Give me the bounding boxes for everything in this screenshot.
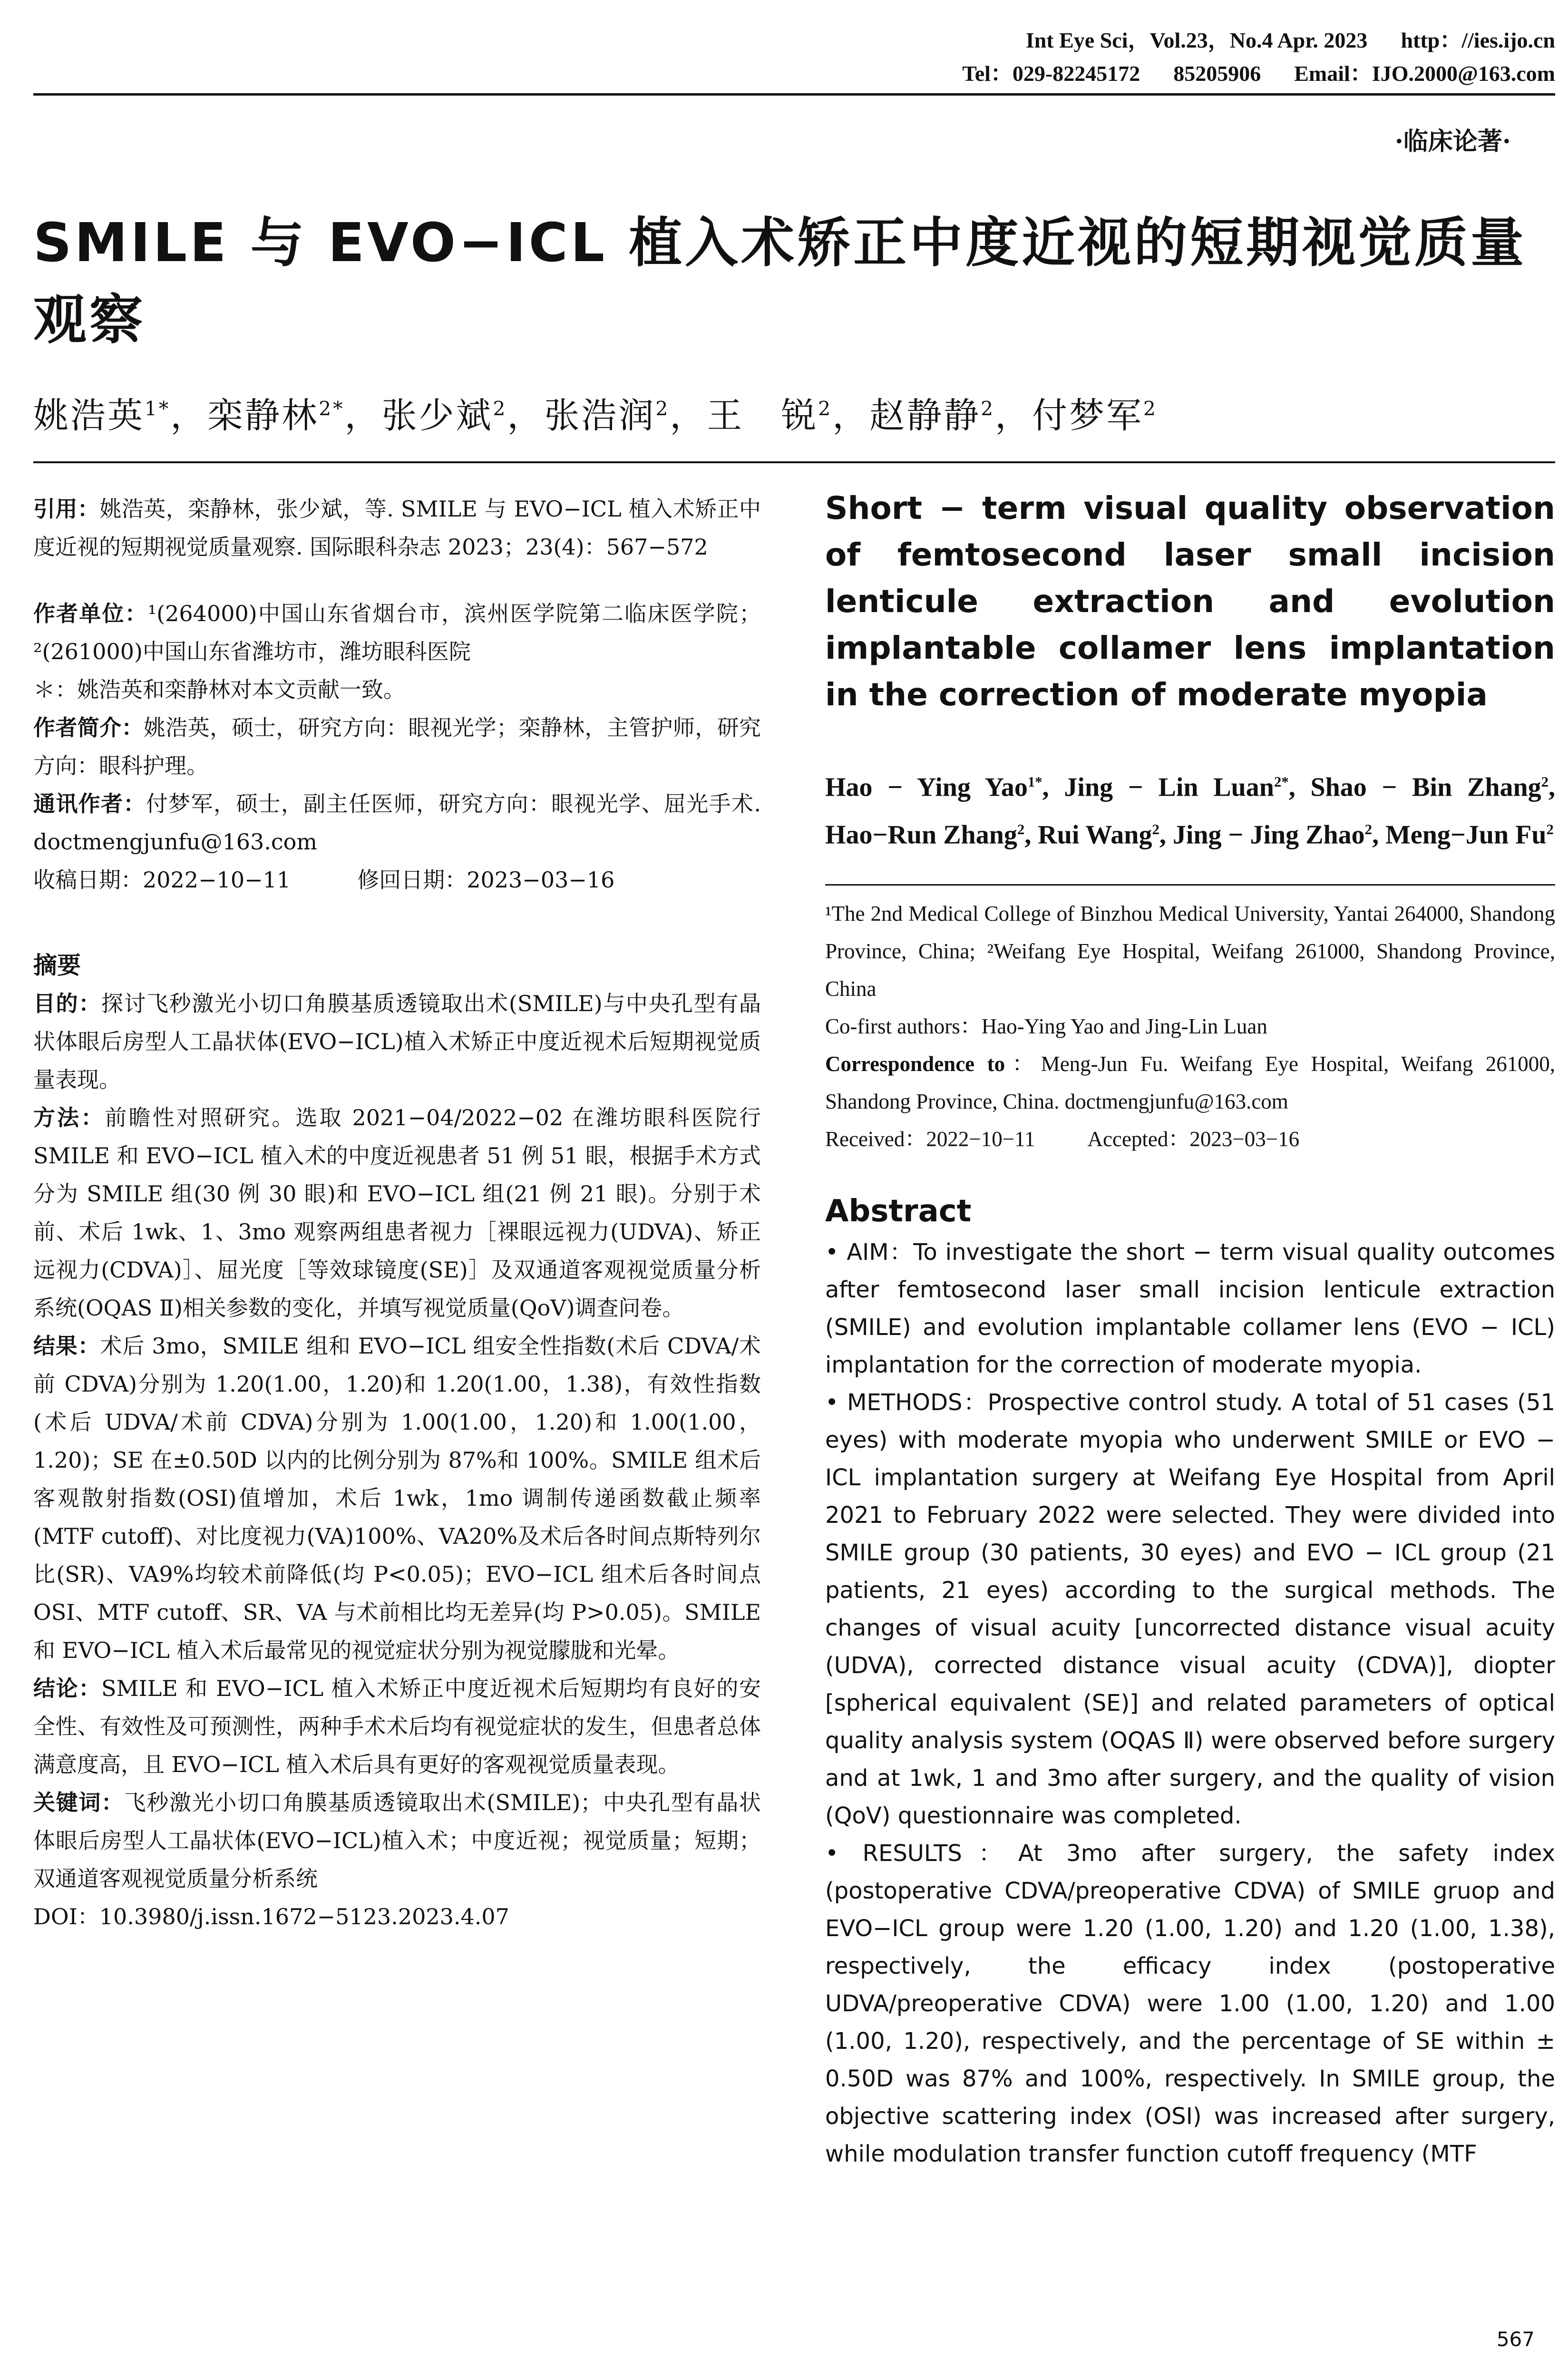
corr-text: 付梦军，硕士，副主任医师，研究方向：眼视光学、屈光手术. doctmengjunfu@163.com bbox=[33, 791, 761, 855]
corr-text-en: ：Meng-Jun Fu. Weifang Eye Hospital, Weifang 261000, Shandong Province, China. doctmengjunfu@163.com bbox=[825, 1052, 1555, 1114]
author-affiliation-mark: 1* bbox=[1027, 774, 1042, 790]
affiliation-en: ¹The 2nd Medical College of Binzhou Medical University, Yantai 264000, Shandong Province, China; ²Weifang Eye Hospital, Weifang 261000, Shandong Province, China bbox=[825, 902, 1555, 1001]
methods-en: • METHODS：Prospective control study. A total of 51 cases (51 eyes) with moderate myopia who underwent SMILE or EVO − ICL implantation surgery at Weifang Eye Hospital from April 2021 to February 2022 were selected. They were divided into SMILE group (30 patients, 30 eyes) and EVO − ICL group (21 patients, 21 eyes) according to the surgical methods. The changes of visual acuity [uncorrected distance visual acuity (UDVA), corrected distance visual acuity (CDVA)], diopter [spherical equivalent (SE)] and related parameters of optical quality analysis system (OQAS Ⅱ) were observed before surgery and at 1wk, 1 and 3mo after surgery, and the quality of vision (QoV) questionnaire was completed. bbox=[825, 1389, 1555, 1830]
bio-label: 作者简介： bbox=[33, 715, 144, 740]
received-date-en: Received：2022−10−11 bbox=[825, 1127, 1035, 1151]
author-affiliation-mark: 2 bbox=[1152, 821, 1159, 838]
author-name: 姚浩英 bbox=[33, 395, 145, 436]
dates-en bbox=[825, 1120, 1555, 1158]
author-affiliation-mark: 2* bbox=[1274, 774, 1289, 790]
abstract-body-en bbox=[825, 1234, 1555, 2173]
affiliation-text: ¹(264000)中国山东省烟台市，滨州医学院第二临床医学院；²(261000)中国山东省潍坊市，潍坊眼科医院 bbox=[33, 601, 761, 664]
author-affiliation-mark: 2 bbox=[1364, 821, 1373, 838]
author-affiliation-mark: 2 bbox=[1541, 774, 1549, 790]
article-title-cn: SMILE 与 EVO−ICL 植入术矫正中度近视的短期视觉质量观察 bbox=[33, 212, 1527, 351]
methods-text-cn: 前瞻性对照研究。选取 2021−04/2022−02 在潍坊眼科医院行 SMILE 和 EVO−ICL 植入术的中度近视患者 51 例 51 眼，根据手术方式分为 SMILE 组(30 例 30 眼)和 EVO−ICL 组(21 例 21 眼)。分别于术前、术后 1wk、1、3mo 观察两组患者视力［裸眼远视力(UDVA)、矫正远视力(CDVA)］、屈光度［等效球镜度(SE)］及双通道客观视觉质量分析系统(OQAS Ⅱ)相关参数的变化，并填写视觉质量(QoV)调查问卷。 bbox=[33, 1105, 761, 1321]
affiliation-block bbox=[33, 594, 761, 671]
abstract-heading-en: Abstract bbox=[825, 1194, 972, 1229]
journal-header-line2 bbox=[33, 56, 1555, 88]
bio-text: 姚浩英，硕士，研究方向：眼视光学；栾静林，主管护师，研究方向：眼科护理。 bbox=[33, 715, 761, 779]
author-name: Jing − Jing Zhao bbox=[1172, 820, 1365, 850]
author-name: Jing − Lin Luan bbox=[1064, 772, 1274, 802]
keywords-text-cn: 飞秒激光小切口角膜基质透镜取出术(SMILE)；中央孔型有晶状体眼后房型人工晶状体(EVO−ICL)植入术；中度近视；视觉质量；短期；双通道客观视觉质量分析系统 bbox=[33, 1790, 761, 1891]
journal-email[interactable]: Email：IJO.2000@163.com bbox=[1294, 61, 1555, 86]
author-name: 王 锐 bbox=[707, 395, 818, 436]
author-name: Shao − Bin Zhang bbox=[1310, 772, 1541, 802]
corr-label-en: Correspondence to bbox=[825, 1052, 1005, 1076]
author-affiliation-mark: 2 bbox=[493, 397, 507, 420]
authors-en: Hao − Ying Yao$^{1*}$, Jing − Lin Luan$^{2*}$, Shao − Bin Zhang$^2$, Hao−Run Zhang$^2$, Rui Wang$^2$, Jing − Jing Zhao$^2$, Meng−Jun Fu$^2$ bbox=[825, 772, 1556, 850]
affiliation-en-block bbox=[825, 895, 1555, 1158]
conclusion-label-cn: 结论： bbox=[33, 1676, 101, 1701]
author-name: 栾静林 bbox=[207, 395, 319, 436]
revised-date-cn: 修回日期：2023−03−16 bbox=[357, 867, 615, 893]
aim-label-cn: 目的： bbox=[33, 991, 101, 1016]
author-affiliation-mark: 2 bbox=[981, 397, 995, 420]
author-name: Hao−Run Zhang bbox=[825, 820, 1017, 850]
results-en: • RESULTS：At 3mo after surgery, the safety index (postoperative CDVA/preoperative CDVA) of SMILE gruop and EVO−ICL group were 1.20 (1.00, 1.20) and 1.20 (1.00, 1.38), respectively, the efficacy index (postoperative UDVA/preoperative CDVA) were 1.00 (1.00, 1.20) and 1.00 (1.00, 1.20), respectively, and the percentage of SE within ± 0.50D was 87% and 100%, respectively. In SMILE group, the objective scattering index (OSI) was increased after surgery, while modulation transfer function cutoff frequency (MTF bbox=[825, 1840, 1555, 2168]
conclusion-text-cn: SMILE 和 EVO−ICL 植入术矫正中度近视术后短期均有良好的安全性、有效性及可预测性，两种手术术后均有视觉症状的发生，但患者总体满意度高，且 EVO−ICL 植入术后具有更好的客观视觉质量表现。 bbox=[33, 1676, 761, 1777]
conclusion-cn bbox=[33, 1669, 761, 1783]
keywords-cn bbox=[33, 1783, 761, 1898]
doi[interactable]: DOI：10.3980/j.issn.1672−5123.2023.4.07 bbox=[33, 1904, 509, 1929]
methods-cn bbox=[33, 1099, 761, 1327]
author-name: Rui Wang bbox=[1038, 820, 1152, 850]
author-affiliation-mark: 2 bbox=[818, 397, 833, 420]
author-affiliation-mark: 2 bbox=[655, 397, 670, 420]
journal-tel2: 85205906 bbox=[1173, 61, 1261, 86]
authors-rule bbox=[825, 884, 1555, 886]
results-cn bbox=[33, 1327, 761, 1669]
author-name: Meng−Jun Fu bbox=[1385, 820, 1547, 850]
page-number: 567 bbox=[1496, 2328, 1535, 2351]
header-rule bbox=[33, 93, 1555, 96]
right-column bbox=[825, 485, 1555, 2173]
author-affiliation-mark: 2 bbox=[1017, 821, 1025, 838]
abstract-heading-cn: 摘要 bbox=[33, 952, 81, 979]
journal-citation: Int Eye Sci，Vol.23，No.4 Apr. 2023 bbox=[1025, 28, 1368, 52]
results-text-cn: 术后 3mo，SMILE 组和 EVO−ICL 组安全性指数(术后 CDVA/术前 CDVA)分别为 1.20(1.00，1.20)和 1.20(1.00，1.38)，有效性指数(术后 UDVA/术前 CDVA)分别为 1.00(1.00，1.20)和 1.00(1.00，1.20)；SE 在±0.50D 以内的比例分别为 87%和 100%。SMILE 组术后客观散射指数(OSI)值增加，术后 1wk，1mo 调制传递函数截止频率(MTF cutoff)、对比度视力(VA)100%、VA20%及术后各时间点斯特列尔比(SR)、VA9%均较术前降低(均 P<0.05)；EVO−ICL 组术后各时间点 OSI、MTF cutoff、SR、VA 与术前相比均无差异(均 P>0.05)。SMILE 和 EVO−ICL 植入术后最常见的视觉症状分别为视觉朦胧和光晕。 bbox=[33, 1333, 761, 1663]
author-affiliation-mark: 2 bbox=[1143, 397, 1158, 420]
author-name: 张少斌 bbox=[381, 395, 493, 436]
citation-block bbox=[33, 490, 761, 566]
methods-label-cn: 方法： bbox=[33, 1105, 105, 1130]
journal-tel: Tel：029-82245172 bbox=[962, 61, 1140, 86]
bio-block bbox=[33, 709, 761, 785]
journal-url[interactable]: http：//ies.ijo.cn bbox=[1401, 28, 1555, 52]
aim-cn bbox=[33, 984, 761, 1099]
corr-block bbox=[33, 785, 761, 861]
corr-en bbox=[825, 1045, 1555, 1120]
section-tag: ·临床论著· bbox=[1394, 127, 1511, 156]
author-affiliation-mark: 1* bbox=[145, 397, 171, 420]
journal-header-line1 bbox=[33, 23, 1555, 54]
author-name: 付梦军 bbox=[1032, 395, 1144, 436]
author-name: 赵静静 bbox=[869, 395, 981, 436]
author-name: Hao − Ying Yao bbox=[825, 772, 1028, 802]
cofirst-note: ＊：姚浩英和栾静林对本文贡献一致。 bbox=[33, 677, 405, 702]
author-name: 张浩润 bbox=[544, 395, 656, 436]
aim-en: • AIM：To investigate the short − term visual quality outcomes after femtosecond laser small incision lenticule extraction (SMILE) and evolution implantable collamer lens (EVO − ICL) implantation for the correction of moderate myopia. bbox=[825, 1239, 1555, 1379]
corr-label: 通讯作者： bbox=[33, 791, 146, 817]
author-affiliation-mark: 2 bbox=[1546, 821, 1554, 838]
left-column bbox=[33, 490, 761, 1936]
accepted-date-en: Accepted：2023−03−16 bbox=[1087, 1127, 1300, 1151]
received-date-cn: 收稿日期：2022−10−11 bbox=[33, 867, 291, 893]
results-label-cn: 结果： bbox=[33, 1333, 100, 1359]
title-rule bbox=[33, 461, 1555, 463]
authors-cn: 姚浩英$^{1*}$，栾静林$^{2*}$，张少斌$^2$，张浩润$^2$，王 锐$^2$，赵静静$^2$，付梦军$^2$ bbox=[33, 395, 1158, 436]
citation-label: 引用： bbox=[33, 496, 100, 522]
keywords-label-cn: 关键词： bbox=[33, 1790, 124, 1815]
cofirst-en: Co-first authors：Hao-Ying Yao and Jing-Lin Luan bbox=[825, 1014, 1267, 1039]
article-title-en: Short − term visual quality observation of femtosecond laser small incision lenticule extraction and evolution implantable collamer lens implantation in the correction of moderate myopia bbox=[825, 490, 1555, 713]
citation-text: 姚浩英，栾静林，张少斌，等. SMILE 与 EVO−ICL 植入术矫正中度近视的短期视觉质量观察. 国际眼科杂志 2023；23(4)：567−572 bbox=[33, 496, 761, 560]
dates-cn bbox=[33, 861, 761, 899]
author-affiliation-mark: 2* bbox=[319, 397, 345, 420]
aim-text-cn: 探讨飞秒激光小切口角膜基质透镜取出术(SMILE)与中央孔型有晶状体眼后房型人工晶状体(EVO−ICL)植入术矫正中度近视术后短期视觉质量表现。 bbox=[33, 991, 761, 1092]
affiliation-label: 作者单位： bbox=[33, 601, 148, 626]
